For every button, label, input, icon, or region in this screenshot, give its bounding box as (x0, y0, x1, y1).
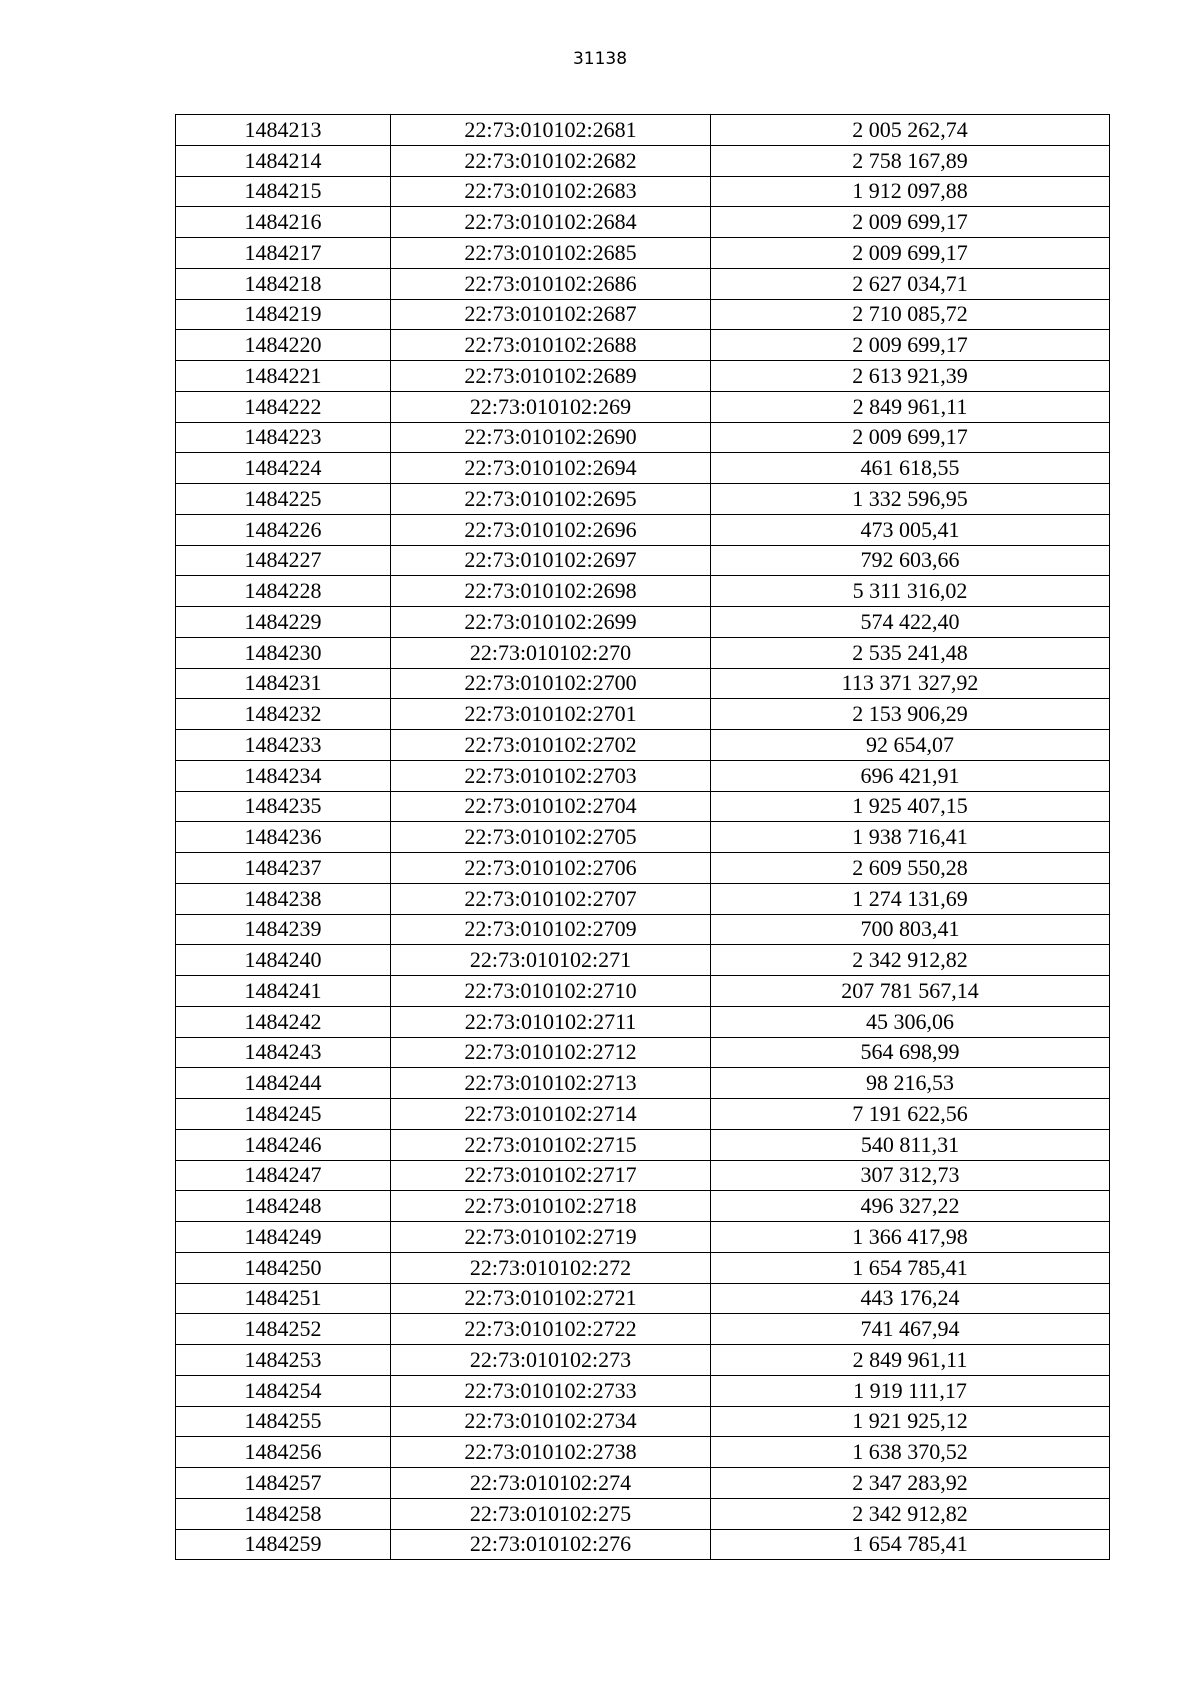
cadastral-number-cell: 22:73:010102:2717 (391, 1160, 711, 1191)
row-number-cell: 1484216 (176, 207, 391, 238)
cadastral-value-cell: 2 005 262,74 (711, 115, 1110, 146)
cadastral-value-cell: 443 176,24 (711, 1283, 1110, 1314)
cadastral-number-cell: 22:73:010102:2694 (391, 453, 711, 484)
row-number-cell: 1484228 (176, 576, 391, 607)
table-row (176, 176, 1110, 207)
cadastral-value-cell: 1 919 111,17 (711, 1375, 1110, 1406)
cadastral-number-cell: 22:73:010102:274 (391, 1468, 711, 1499)
cadastral-number-cell: 22:73:010102:2722 (391, 1314, 711, 1345)
cadastral-number-cell: 22:73:010102:2734 (391, 1406, 711, 1437)
row-number-cell: 1484252 (176, 1314, 391, 1345)
cadastral-value-cell: 2 609 550,28 (711, 853, 1110, 884)
cadastral-number-cell: 22:73:010102:2689 (391, 361, 711, 392)
cadastral-value-cell: 2 627 034,71 (711, 268, 1110, 299)
table-row (176, 1068, 1110, 1099)
cadastral-number-cell: 22:73:010102:2702 (391, 730, 711, 761)
cadastral-value-cell: 1 332 596,95 (711, 484, 1110, 515)
cadastral-value-cell: 2 347 283,92 (711, 1468, 1110, 1499)
table-row (176, 484, 1110, 515)
cadastral-number-cell: 22:73:010102:273 (391, 1345, 711, 1376)
cadastral-value-cell: 2 342 912,82 (711, 1498, 1110, 1529)
row-number-cell: 1484240 (176, 945, 391, 976)
table-row (176, 1529, 1110, 1560)
table-row (176, 1099, 1110, 1130)
row-number-cell: 1484238 (176, 883, 391, 914)
cadastral-number-cell: 22:73:010102:271 (391, 945, 711, 976)
cadastral-value-cell: 2 009 699,17 (711, 207, 1110, 238)
cadastral-value-cell: 5 311 316,02 (711, 576, 1110, 607)
cadastral-number-cell: 22:73:010102:2705 (391, 822, 711, 853)
table-row (176, 1314, 1110, 1345)
cadastral-number-cell: 22:73:010102:269 (391, 391, 711, 422)
table-row (176, 607, 1110, 638)
cadastral-value-cell: 92 654,07 (711, 730, 1110, 761)
table-row (176, 1160, 1110, 1191)
row-number-cell: 1484224 (176, 453, 391, 484)
cadastral-number-cell: 22:73:010102:2682 (391, 145, 711, 176)
table-row (176, 883, 1110, 914)
table-row (176, 1006, 1110, 1037)
table-row (176, 1222, 1110, 1253)
cadastral-value-cell: 98 216,53 (711, 1068, 1110, 1099)
cadastral-value-cell: 2 009 699,17 (711, 238, 1110, 269)
cadastral-number-cell: 22:73:010102:2718 (391, 1191, 711, 1222)
table-row (176, 391, 1110, 422)
row-number-cell: 1484239 (176, 914, 391, 945)
row-number-cell: 1484222 (176, 391, 391, 422)
table-row (176, 1037, 1110, 1068)
cadastral-number-cell: 22:73:010102:2685 (391, 238, 711, 269)
cadastral-number-cell: 22:73:010102:2704 (391, 791, 711, 822)
row-number-cell: 1484232 (176, 699, 391, 730)
cadastral-number-cell: 22:73:010102:270 (391, 637, 711, 668)
cadastral-value-cell: 113 371 327,92 (711, 668, 1110, 699)
cadastral-number-cell: 22:73:010102:2715 (391, 1129, 711, 1160)
cadastral-number-cell: 22:73:010102:272 (391, 1252, 711, 1283)
row-number-cell: 1484219 (176, 299, 391, 330)
cadastral-number-cell: 22:73:010102:2711 (391, 1006, 711, 1037)
cadastral-number-cell: 22:73:010102:276 (391, 1529, 711, 1560)
cadastral-number-cell: 22:73:010102:2719 (391, 1222, 711, 1253)
row-number-cell: 1484255 (176, 1406, 391, 1437)
table-row (176, 637, 1110, 668)
table-row (176, 1252, 1110, 1283)
page-number: 31138 (572, 49, 628, 69)
table-row (176, 945, 1110, 976)
cadastral-number-cell: 22:73:010102:2721 (391, 1283, 711, 1314)
cadastral-value-cell: 792 603,66 (711, 545, 1110, 576)
cadastral-value-cell: 2 535 241,48 (711, 637, 1110, 668)
row-number-cell: 1484218 (176, 268, 391, 299)
cadastral-value-cell: 1 654 785,41 (711, 1529, 1110, 1560)
cadastral-number-cell: 22:73:010102:2713 (391, 1068, 711, 1099)
cadastral-value-cell: 1 938 716,41 (711, 822, 1110, 853)
cadastral-number-cell: 22:73:010102:2695 (391, 484, 711, 515)
cadastral-value-cell: 741 467,94 (711, 1314, 1110, 1345)
table-row (176, 453, 1110, 484)
cadastral-number-cell: 22:73:010102:2687 (391, 299, 711, 330)
table-row (176, 1468, 1110, 1499)
row-number-cell: 1484234 (176, 760, 391, 791)
table-row (176, 576, 1110, 607)
table-row (176, 1345, 1110, 1376)
row-number-cell: 1484256 (176, 1437, 391, 1468)
table-row (176, 422, 1110, 453)
cadastral-number-cell: 22:73:010102:2684 (391, 207, 711, 238)
table-row (176, 1375, 1110, 1406)
cadastral-number-cell: 22:73:010102:275 (391, 1498, 711, 1529)
table-row (176, 699, 1110, 730)
row-number-cell: 1484236 (176, 822, 391, 853)
row-number-cell: 1484245 (176, 1099, 391, 1130)
cadastral-value-cell: 461 618,55 (711, 453, 1110, 484)
table-row (176, 853, 1110, 884)
row-number-cell: 1484250 (176, 1252, 391, 1283)
row-number-cell: 1484221 (176, 361, 391, 392)
table-row (176, 514, 1110, 545)
cadastral-number-cell: 22:73:010102:2698 (391, 576, 711, 607)
table-row (176, 730, 1110, 761)
table-row (176, 145, 1110, 176)
row-number-cell: 1484251 (176, 1283, 391, 1314)
cadastral-number-cell: 22:73:010102:2733 (391, 1375, 711, 1406)
row-number-cell: 1484215 (176, 176, 391, 207)
cadastral-value-cell: 1 912 097,88 (711, 176, 1110, 207)
row-number-cell: 1484257 (176, 1468, 391, 1499)
table-row (176, 545, 1110, 576)
cadastral-number-cell: 22:73:010102:2706 (391, 853, 711, 884)
cadastral-value-cell: 307 312,73 (711, 1160, 1110, 1191)
row-number-cell: 1484225 (176, 484, 391, 515)
cadastral-value-cell: 496 327,22 (711, 1191, 1110, 1222)
row-number-cell: 1484237 (176, 853, 391, 884)
row-number-cell: 1484235 (176, 791, 391, 822)
cadastral-value-cell: 1 366 417,98 (711, 1222, 1110, 1253)
row-number-cell: 1484249 (176, 1222, 391, 1253)
table-row (176, 361, 1110, 392)
cadastral-value-table (175, 114, 1110, 1560)
table-row (176, 1406, 1110, 1437)
cadastral-value-cell: 1 921 925,12 (711, 1406, 1110, 1437)
cadastral-number-cell: 22:73:010102:2700 (391, 668, 711, 699)
cadastral-value-cell: 696 421,91 (711, 760, 1110, 791)
table-row (176, 1129, 1110, 1160)
cadastral-value-cell: 564 698,99 (711, 1037, 1110, 1068)
cadastral-value-cell: 700 803,41 (711, 914, 1110, 945)
cadastral-value-cell: 473 005,41 (711, 514, 1110, 545)
row-number-cell: 1484231 (176, 668, 391, 699)
cadastral-value-cell: 2 009 699,17 (711, 422, 1110, 453)
table-row (176, 1498, 1110, 1529)
table-row (176, 115, 1110, 146)
cadastral-value-cell: 207 781 567,14 (711, 976, 1110, 1007)
table-row (176, 268, 1110, 299)
table-row (176, 760, 1110, 791)
cadastral-number-cell: 22:73:010102:2690 (391, 422, 711, 453)
table-row (176, 1437, 1110, 1468)
cadastral-value-cell: 1 925 407,15 (711, 791, 1110, 822)
cadastral-number-cell: 22:73:010102:2699 (391, 607, 711, 638)
table-row (176, 299, 1110, 330)
cadastral-number-cell: 22:73:010102:2714 (391, 1099, 711, 1130)
row-number-cell: 1484241 (176, 976, 391, 1007)
cadastral-number-cell: 22:73:010102:2681 (391, 115, 711, 146)
row-number-cell: 1484258 (176, 1498, 391, 1529)
row-number-cell: 1484242 (176, 1006, 391, 1037)
cadastral-number-cell: 22:73:010102:2697 (391, 545, 711, 576)
cadastral-value-cell: 1 638 370,52 (711, 1437, 1110, 1468)
row-number-cell: 1484214 (176, 145, 391, 176)
row-number-cell: 1484233 (176, 730, 391, 761)
table-row (176, 822, 1110, 853)
table-row (176, 207, 1110, 238)
cadastral-number-cell: 22:73:010102:2686 (391, 268, 711, 299)
row-number-cell: 1484248 (176, 1191, 391, 1222)
cadastral-value-cell: 2 710 085,72 (711, 299, 1110, 330)
table-row (176, 976, 1110, 1007)
row-number-cell: 1484244 (176, 1068, 391, 1099)
cadastral-number-cell: 22:73:010102:2688 (391, 330, 711, 361)
cadastral-value-cell: 2 849 961,11 (711, 391, 1110, 422)
cadastral-number-cell: 22:73:010102:2738 (391, 1437, 711, 1468)
table-row (176, 330, 1110, 361)
row-number-cell: 1484253 (176, 1345, 391, 1376)
row-number-cell: 1484227 (176, 545, 391, 576)
row-number-cell: 1484246 (176, 1129, 391, 1160)
row-number-cell: 1484220 (176, 330, 391, 361)
table-body (176, 115, 1110, 1560)
row-number-cell: 1484243 (176, 1037, 391, 1068)
row-number-cell: 1484230 (176, 637, 391, 668)
cadastral-value-cell: 540 811,31 (711, 1129, 1110, 1160)
cadastral-number-cell: 22:73:010102:2709 (391, 914, 711, 945)
cadastral-number-cell: 22:73:010102:2712 (391, 1037, 711, 1068)
cadastral-value-cell: 2 153 906,29 (711, 699, 1110, 730)
cadastral-number-cell: 22:73:010102:2703 (391, 760, 711, 791)
cadastral-value-cell: 45 306,06 (711, 1006, 1110, 1037)
cadastral-number-cell: 22:73:010102:2707 (391, 883, 711, 914)
row-number-cell: 1484259 (176, 1529, 391, 1560)
cadastral-value-cell: 2 009 699,17 (711, 330, 1110, 361)
table-row (176, 668, 1110, 699)
row-number-cell: 1484247 (176, 1160, 391, 1191)
table-row (176, 1283, 1110, 1314)
row-number-cell: 1484213 (176, 115, 391, 146)
row-number-cell: 1484217 (176, 238, 391, 269)
row-number-cell: 1484254 (176, 1375, 391, 1406)
cadastral-number-cell: 22:73:010102:2683 (391, 176, 711, 207)
cadastral-value-cell: 574 422,40 (711, 607, 1110, 638)
row-number-cell: 1484223 (176, 422, 391, 453)
cadastral-number-cell: 22:73:010102:2696 (391, 514, 711, 545)
table-row (176, 914, 1110, 945)
table-row (176, 1191, 1110, 1222)
cadastral-number-cell: 22:73:010102:2710 (391, 976, 711, 1007)
cadastral-number-cell: 22:73:010102:2701 (391, 699, 711, 730)
table-row (176, 238, 1110, 269)
cadastral-value-cell: 2 613 921,39 (711, 361, 1110, 392)
row-number-cell: 1484226 (176, 514, 391, 545)
cadastral-value-cell: 1 274 131,69 (711, 883, 1110, 914)
cadastral-value-cell: 1 654 785,41 (711, 1252, 1110, 1283)
row-number-cell: 1484229 (176, 607, 391, 638)
cadastral-value-cell: 2 342 912,82 (711, 945, 1110, 976)
table-row (176, 791, 1110, 822)
cadastral-value-cell: 2 758 167,89 (711, 145, 1110, 176)
cadastral-value-cell: 2 849 961,11 (711, 1345, 1110, 1376)
cadastral-value-cell: 7 191 622,56 (711, 1099, 1110, 1130)
